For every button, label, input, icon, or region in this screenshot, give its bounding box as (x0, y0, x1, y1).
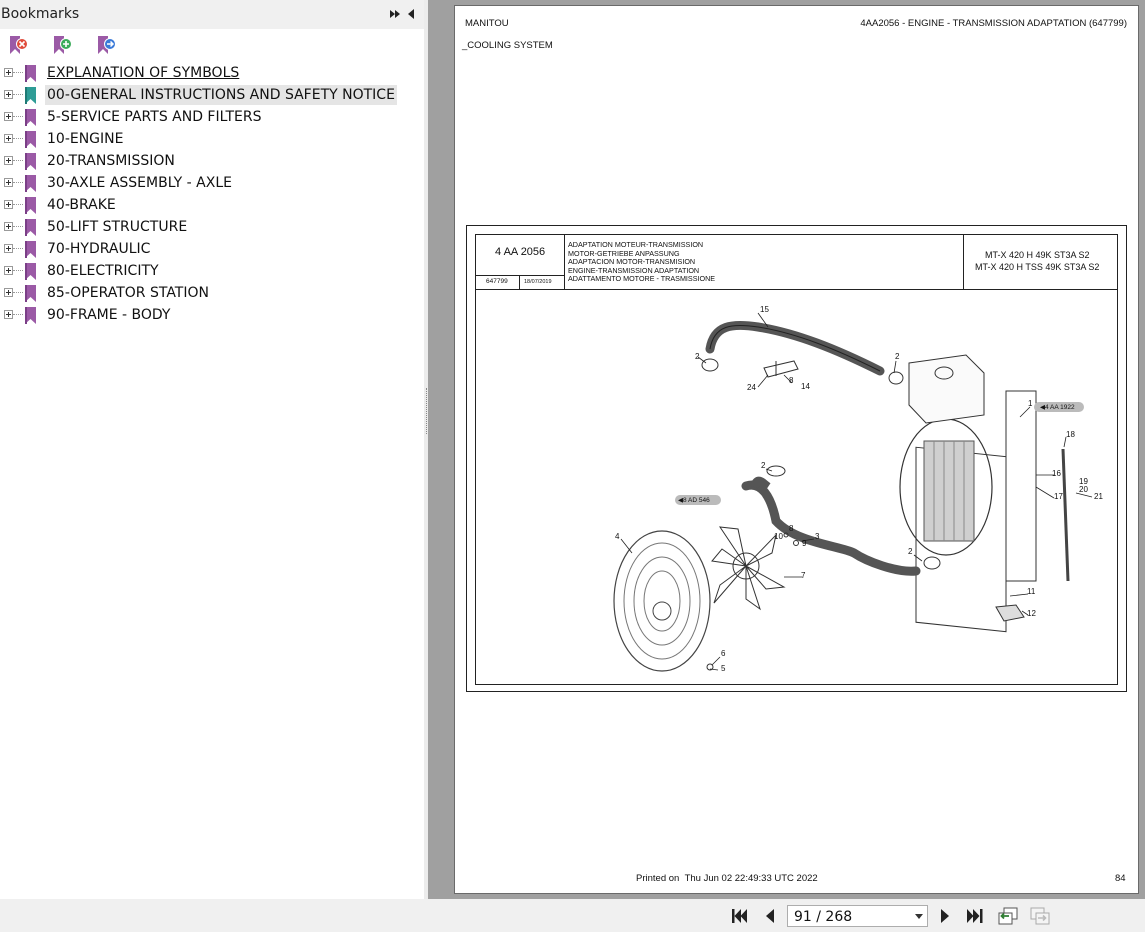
callout-label: 5 (721, 664, 726, 673)
reference-tag[interactable]: ◀8 AD 546 (678, 497, 710, 504)
callout-label: 19 (1079, 477, 1088, 486)
bookmark-icon (24, 307, 37, 324)
page-number: 84 (1115, 873, 1126, 884)
bookmark-icon (24, 131, 37, 148)
bookmark-icon (24, 241, 37, 258)
callout-label: 14 (801, 382, 810, 391)
bookmark-item[interactable] (0, 150, 424, 172)
drawing-title-en: ENGINE-TRANSMISSION ADAPTATION (568, 265, 700, 275)
reference-tag-text: 4 AA 1922 (1045, 404, 1075, 411)
doc-brand: MANITOU (465, 18, 509, 29)
title-divider (564, 234, 565, 290)
bookmark-list (0, 62, 424, 326)
callout-label: 24 (747, 383, 756, 392)
callout-label: 15 (760, 305, 769, 314)
reference-tag[interactable]: ◀4 AA 1922 (1040, 404, 1075, 411)
bookmark-label[interactable]: 70-HYDRAULIC (47, 241, 151, 257)
callout-label: 21 (1094, 492, 1103, 501)
bookmark-label[interactable]: 80-ELECTRICITY (47, 263, 159, 279)
drawing-date: 18/07/2019 (524, 279, 552, 285)
callout-label: 16 (1052, 469, 1061, 478)
delete-bookmark-icon[interactable] (7, 34, 29, 56)
bookmark-icon (24, 219, 37, 236)
title-divider (475, 275, 564, 276)
callout-label: 4 (615, 532, 620, 541)
section-title-text: COOLING SYSTEM (467, 40, 553, 51)
bookmark-item[interactable] (0, 128, 424, 150)
navigate-forward-icon[interactable] (1029, 906, 1051, 926)
bookmark-item[interactable] (0, 194, 424, 216)
callout-label: 11 (1027, 587, 1036, 596)
callout-label: 8 (789, 524, 794, 533)
chevron-down-icon[interactable] (915, 914, 923, 919)
callout-label: 2 (895, 352, 900, 361)
model-2: MT-X 420 H TSS 49K ST3A S2 (975, 262, 1100, 272)
next-page-icon[interactable] (935, 906, 955, 926)
bookmark-label[interactable]: EXPLANATION OF SYMBOLS (47, 65, 240, 81)
previous-page-icon[interactable] (760, 906, 780, 926)
bookmark-item[interactable] (0, 282, 424, 304)
drawing-ref: 4 AA 2056 (495, 246, 546, 258)
expand-toggle-icon[interactable] (4, 222, 13, 231)
page-indicator: 91 / 268 (794, 909, 853, 925)
expand-toggle-icon[interactable] (4, 156, 13, 165)
bookmarks-panel (0, 0, 425, 899)
expand-toggle-icon[interactable] (4, 200, 13, 209)
callout-label: 20 (1079, 485, 1088, 494)
bookmark-item[interactable] (0, 172, 424, 194)
bookmark-label[interactable]: 5-SERVICE PARTS AND FILTERS (47, 109, 262, 125)
expand-toggle-icon[interactable] (4, 310, 13, 319)
callout-label: 8 (789, 376, 794, 385)
bookmark-icon (24, 263, 37, 280)
bookmark-icon (24, 65, 37, 82)
drawing-title-it: ADATTAMENTO MOTORE - TRASMISSIONE (568, 274, 716, 283)
bookmark-label[interactable]: 50-LIFT STRUCTURE (47, 219, 188, 235)
doc-header-title: 4AA2056 - ENGINE - TRANSMISSION ADAPTATION (647799) (860, 18, 1127, 29)
expand-toggle-icon[interactable] (4, 178, 13, 187)
navigate-back-icon[interactable] (997, 906, 1019, 926)
callout-label: 18 (1066, 430, 1075, 439)
callout-label: 12 (1027, 609, 1036, 618)
page-selector[interactable] (787, 905, 928, 927)
bookmark-icon (24, 175, 37, 192)
printed-date: Thu Jun 02 22:49:33 UTC 2022 (684, 873, 818, 884)
expand-toggle-icon[interactable] (4, 134, 13, 143)
bookmark-icon (24, 285, 37, 302)
bookmark-label[interactable]: 90-FRAME - BODY (47, 307, 171, 323)
expand-toggle-icon[interactable] (4, 68, 13, 77)
bookmark-icon (24, 197, 37, 214)
title-divider (519, 275, 520, 290)
bookmark-icon (24, 109, 37, 126)
bookmark-icon (24, 153, 37, 170)
title-divider (963, 234, 964, 290)
last-page-icon[interactable] (965, 906, 985, 926)
drawing-code: 647799 (486, 278, 508, 285)
bookmark-item[interactable] (0, 106, 424, 128)
bookmark-label[interactable]: 30-AXLE ASSEMBLY - AXLE (47, 175, 232, 191)
add-bookmark-icon[interactable] (51, 34, 73, 56)
expand-toggle-icon[interactable] (4, 112, 13, 121)
printed-on (636, 873, 818, 884)
expand-panel-icon[interactable] (388, 7, 402, 21)
bookmark-icon (24, 87, 37, 104)
callout-label: 1 (1028, 399, 1033, 408)
callout-label: 3 (815, 532, 820, 541)
expand-toggle-icon[interactable] (4, 266, 13, 275)
bookmark-item[interactable] (0, 216, 424, 238)
bookmark-item[interactable] (0, 238, 424, 260)
first-page-icon[interactable] (729, 906, 749, 926)
bookmark-label[interactable]: 40-BRAKE (47, 197, 116, 213)
reference-tag-text: 8 AD 546 (683, 497, 710, 504)
callout-label: 9 (802, 539, 807, 548)
printed-label: Printed on (636, 873, 680, 884)
bookmarks-panel-header (0, 0, 424, 29)
collapse-panel-icon[interactable] (405, 7, 417, 21)
go-to-bookmark-icon[interactable] (95, 34, 117, 56)
expand-toggle-icon[interactable] (4, 244, 13, 253)
expand-toggle-icon[interactable] (4, 288, 13, 297)
drawing-title-fr: ADAPTATION MOTEUR-TRANSMISSION (568, 240, 704, 249)
drawing-title-es: ADAPTACION MOTOR-TRANSMISION (568, 257, 696, 266)
section-title: _COOLING SYSTEM (462, 40, 553, 51)
callout-label: 10 (774, 532, 783, 541)
bookmark-label[interactable]: 85-OPERATOR STATION (47, 285, 209, 301)
bookmark-label[interactable]: 00-GENERAL INSTRUCTIONS AND SAFETY NOTICE (47, 87, 395, 103)
callout-label: 6 (721, 649, 726, 658)
bookmark-item[interactable] (0, 304, 424, 326)
callout-label: 17 (1054, 492, 1063, 501)
bookmark-label[interactable]: 20-TRANSMISSION (47, 153, 175, 169)
bookmark-item[interactable] (0, 84, 424, 106)
callout-label: 2 (761, 461, 766, 470)
model-1: MT-X 420 H 49K ST3A S2 (985, 250, 1090, 260)
drawing-title-de: MOTOR-GETRIEBE ANPASSUNG (568, 248, 680, 258)
bookmark-item[interactable] (0, 62, 424, 84)
bookmark-label[interactable]: 10-ENGINE (47, 131, 124, 147)
bookmark-item[interactable] (0, 260, 424, 282)
expand-toggle-icon[interactable] (4, 90, 13, 99)
callout-label: 2 (695, 352, 700, 361)
cooling-system-exploded-view (476, 291, 1117, 684)
panel-title: Bookmarks (1, 6, 80, 22)
callout-label: 7 (801, 571, 806, 580)
callout-label: 2 (908, 547, 913, 556)
